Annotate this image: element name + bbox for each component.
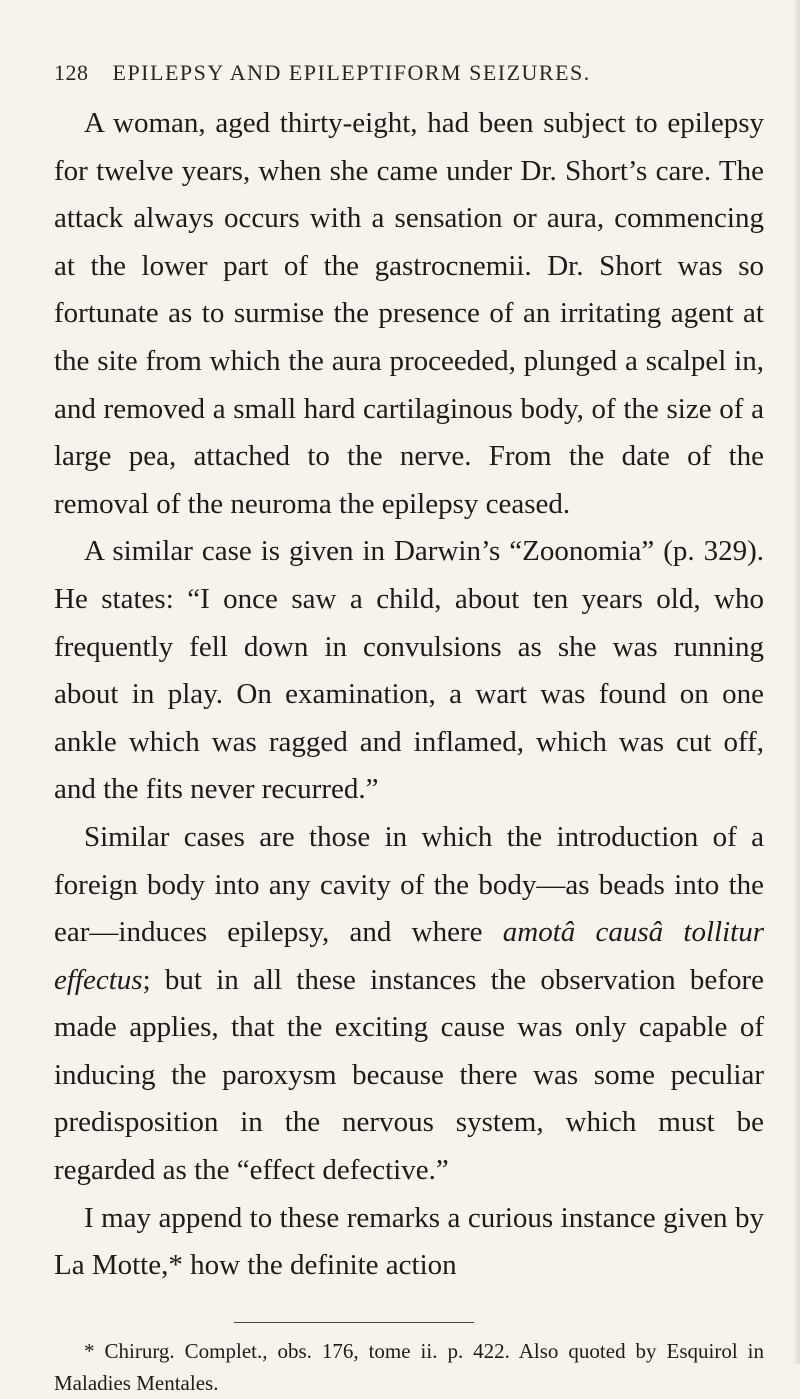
footnote: * Chirurg. Complet., obs. 176, tome ii. p. 422. Also quoted by Esquirol in Maladies Mentales. — [54, 1338, 764, 1395]
paragraph-text: A woman, aged thirty-eight, had been subject to epilepsy for twelve years, when she came under Dr. Short’s care. The attack always occurs with a sensation or aura, commencing at the lower part of the gastrocnemii. Dr. Short was so fortunate as to surmise the presence of an irritating agent at the site from which the aura proceeded, plunged a scalpel in, and removed a small hard cartilaginous body, of the size of a large pea, attached to the nerve. From the date of the removal of the neuroma the epilepsy ceased. — [54, 107, 764, 520]
paragraph-text: I may append to these remarks a curious instance given by La Motte,* how the definite action — [54, 1201, 764, 1282]
paragraph — [54, 1195, 764, 1290]
paragraph — [54, 814, 764, 1195]
running-head — [54, 60, 764, 86]
paragraph — [54, 100, 764, 528]
paragraph-text: Similar cases are those in which the introduction of a foreign body into any cavity of the body—as beads into the ear—induces epilepsy, and where — [54, 820, 764, 949]
page-edge-shadow — [792, 0, 800, 1364]
page-number: 128 — [54, 60, 89, 85]
latin-phrase: amotâ causâ tollitur effectus — [54, 916, 764, 996]
footnote-divider — [234, 1322, 474, 1323]
paragraph — [54, 528, 764, 814]
paragraph-text: ; but in all these instances the observation before made applies, that the exciting cause was only capable of inducing the paroxysm because there was some peculiar predisposition in the nervous system, which must be regarded as the “effect defective.” — [54, 963, 764, 1187]
body-text — [54, 100, 764, 1290]
paragraph-text: A similar case is given in Darwin’s “Zoonomia” (p. 329). He states: “I once saw a child, about ten years old, who frequently fell down in convulsions as she was running about in play. On examination, a wart was found on one ankle which was ragged and inflamed, which was cut off, and the fits never recurred.” — [54, 535, 764, 806]
running-title: EPILEPSY AND EPILEPTIFORM SEIZURES. — [112, 60, 591, 85]
